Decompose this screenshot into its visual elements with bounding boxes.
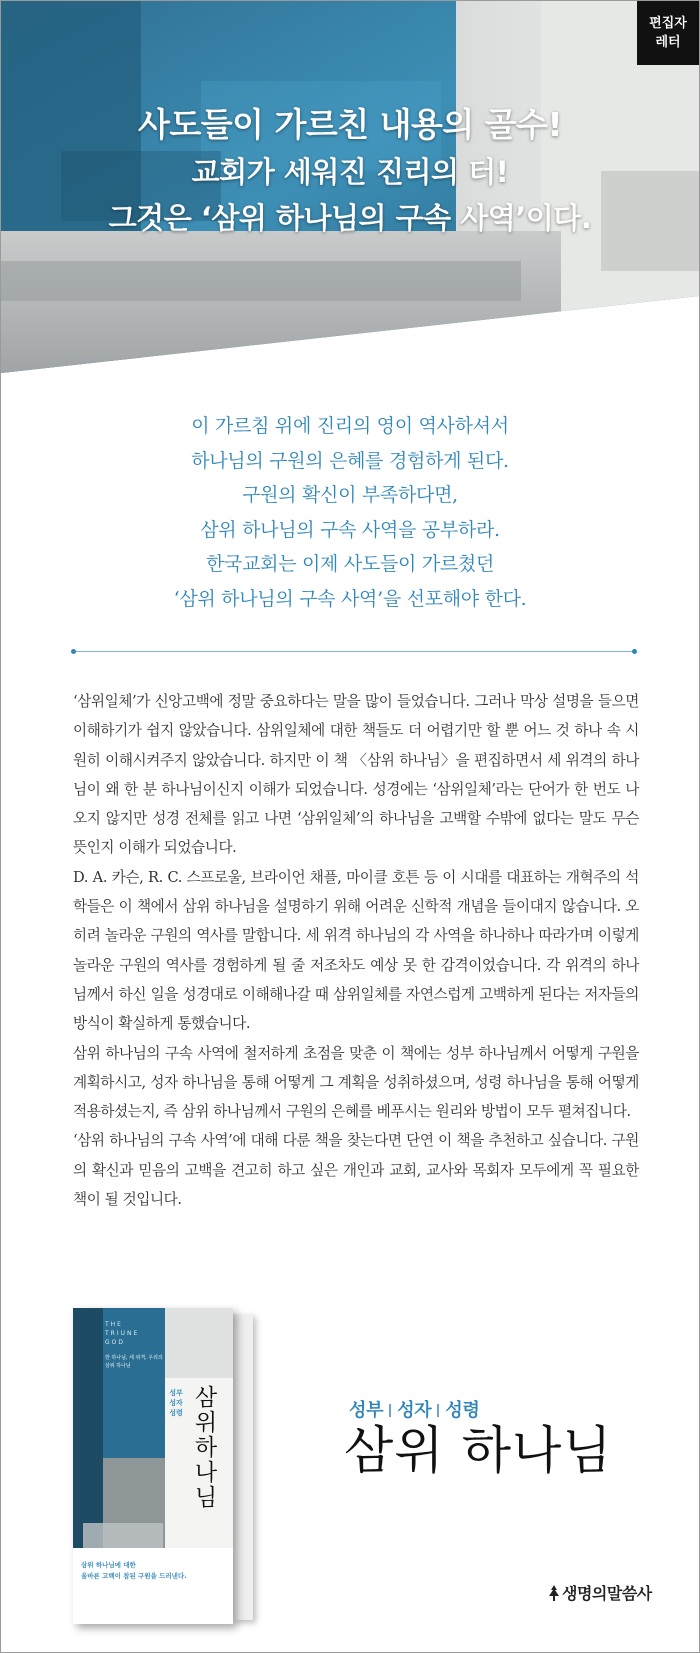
letter-paragraph: ‘삼위일체’가 신앙고백에 정말 중요하다는 말을 많이 들었습니다. 그러나 막상 설명을 들으면 이해하기가 쉽지 않았습니다. 삼위일체에 대한 책들도 더 어렵기만 할 뿐 어느 것 하나 속 시원히 이해시켜주지 않았습니다. 하지만 이 책 〈삼위 하나님〉을 편집하면서 세 위격의 하나님이 왜 한 분 하나님이신지 이해가 되었습니다. 성경에는 ‘삼위일체’라는 단어가 한 번도 나오지 않지만 성경 전체를 읽고 나면 ‘삼위일체’의 하나님을 고백할 수밖에 없다는 말도 무슨 뜻인지 이해가 되었습니다. [73,693,639,857]
book-title: 삼위 하나님 [344,1422,613,1481]
cover-bottom-line: 올바른 고백이 참된 구원을 드러낸다. [81,1572,187,1580]
tag-separator [437,1404,439,1417]
cover-bottom-line: 삼위 하나님에 대한 [81,1561,136,1569]
pull-quote [1,409,699,616]
cover-en-line: TRIUNE [105,1330,140,1337]
pull-quote-line: 구원의 확신이 부족하다면, [242,484,458,506]
pull-quote-line: ‘삼위 하나님의 구속 사역’을 선포해야 한다. [173,587,527,610]
pull-quote-line: 삼위 하나님의 구속 사역을 공부하라. [200,518,500,541]
letter-paragraph: ‘삼위 하나님의 구속 사역’에 대해 다룬 책을 찾는다면 단연 이 책을 추천하고 싶습니다. 구원의 확신과 믿음의 고백을 견고히 하고 싶은 개인과 교회, 교사와 목회자 모두에게 꼭 필요한 책이 될 것입니다. [73,1132,639,1209]
cover-vertical-title: 삼위 하나님 [194,1385,218,1511]
hero-headline-line3: 그것은 ‘삼위 하나님의 구속 사역’이다. [108,201,592,235]
cover-vertical-tags: 성부 성자 성령 [169,1389,183,1417]
book-front-cover [73,1308,233,1624]
pull-quote-line: 한국교회는 이제 사도들이 가르쳤던 [205,553,495,575]
hero-headline-line2: 교회가 세워진 진리의 터! [191,155,509,189]
pull-quote-line: 하나님의 구원의 은혜를 경험하게 된다. [191,449,509,472]
publisher-mark-icon [548,1585,560,1601]
divider-dot-right [632,649,637,654]
cover-english-title [105,1320,139,1347]
hero-headline [1,101,699,241]
book-cover-image [73,1308,263,1626]
letter-paragraph: 삼위 하나님의 구속 사역에 철저하게 초점을 맞춘 이 책에는 성부 하나님께서 어떻게 구원을 계획하시고, 성자 하나님을 통해 어떻게 그 계획을 성취하셨으며, 성령 하나님을 통해 어떻게 적용하셨는지, 즉 삼위 하나님께서 구원의 은혜를 베푸시는 원리와 방법이 모두 펼쳐집니다. [73,1044,639,1121]
pull-quote-line: 이 가르침 위에 진리의 영이 역사하셔서 [191,415,509,437]
cover-en-line: GOD [105,1339,125,1346]
hero-headline-line1: 사도들이 가르친 내용의 골수! [137,105,563,144]
cover-bottom-copy [81,1560,231,1582]
badge-line1: 편집자 [649,16,687,31]
tag-son: 성자 [397,1400,432,1421]
publisher-name: 생명의말씀사 [562,1584,652,1603]
divider-dot-left [71,649,76,654]
tag-father: 성부 [349,1400,384,1421]
book-spine [233,1314,253,1620]
cover-en-line: THE [105,1321,123,1328]
hero-banner [1,1,699,381]
tag-spirit: 성령 [445,1400,480,1421]
letter-paragraph: D. A. 카슨, R. C. 스프로울, 브라이언 채플, 마이클 호튼 등 이 시대를 대표하는 개혁주의 석학들은 이 책에서 삼위 하나님을 설명하기 위해 어려운 신학적 개념을 들이대지 않습니다. 오히려 놀라운 구원의 역사를 말합니다. 세 위격 하나님의 각 사역을 하나하나 따라가며 이렇게 놀라운 구원의 역사를 경험하게 될 줄 저조차도 예상 못 한 감격이었습니다. 각 위격의 하나님께서 하신 일을 성경대로 이해해나갈 때 삼위일체를 자연스럽게 고백하게 된다는 저자들의 방식이 확실하게 통했습니다. [73,868,639,1033]
letter-body [73,687,639,1214]
publisher-logo [548,1581,652,1604]
tag-separator [389,1404,391,1417]
badge-line2: 레터 [655,35,681,50]
editor-letter-badge [637,1,699,65]
cover-subtitle: 한 하나님, 세 위격, 우리의 삼위 하나님 [105,1355,163,1369]
section-divider [73,651,635,652]
